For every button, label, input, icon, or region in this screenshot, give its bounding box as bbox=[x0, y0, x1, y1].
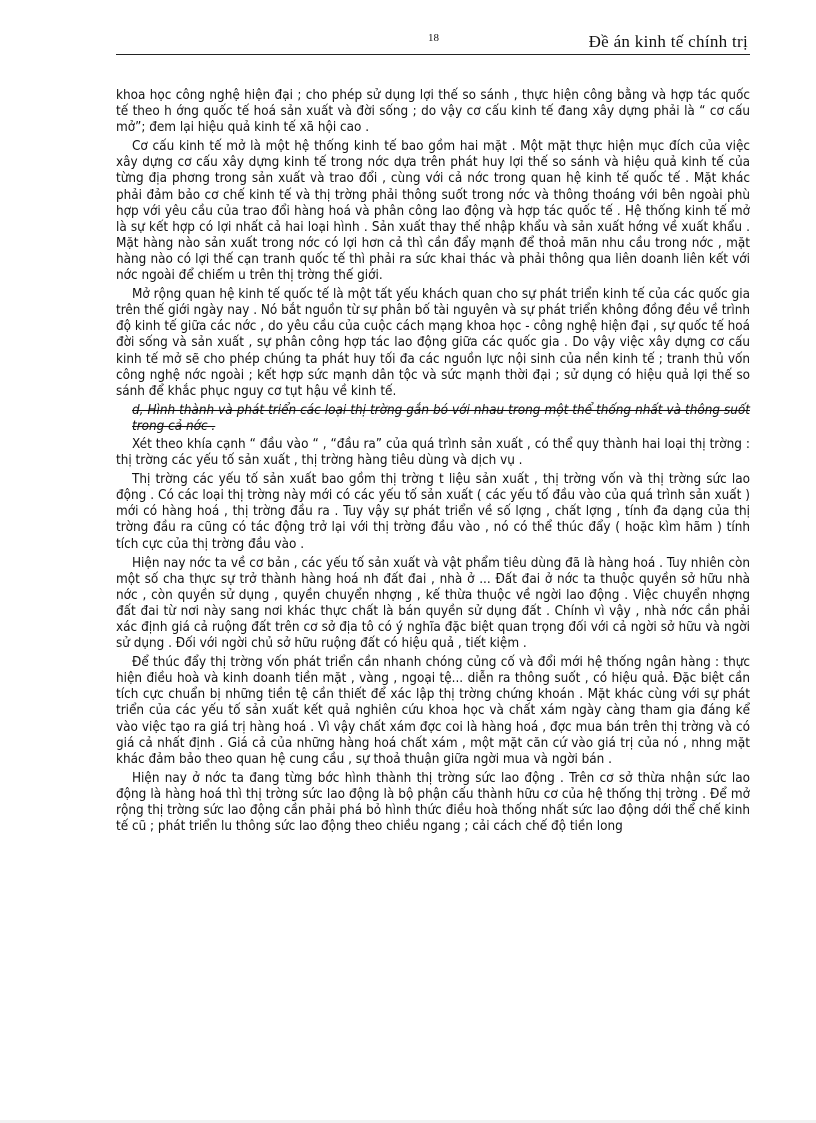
paragraph-5: Thị trờng các yếu tố sản xuất bao gồm thị trờng t liệu sản xuất , thị trờng vốn và thị trờng sức lao động . Có các loại thị trờng này mới có các yếu tố sản xuất ( các yếu tố đầu vào của quá trình sản xuất ) mới có hàng hoá , thị trờng đầu ra . Tuy vậy sự phát triển về số lợng , chất lợng , tính đa dạng của thị trờng đầu ra cũng có tác động trở lại với thị trờng đầu vào , nó có thể thúc đẩy ( hoặc kìm hãm ) tính tích cực của thị trờng đầu vào . bbox=[116, 472, 750, 552]
section-heading-d: d, Hình thành và phát triển các loại thị trờng gắn bó với nhau trong một thể thống nhất và thông suốt trong cả nớc . bbox=[132, 402, 750, 434]
paragraph-8: Hiện nay ở nớc ta đang từng bớc hình thành thị trờng sức lao động . Trên cơ sở thừa nhận sức lao động là hàng hoá thì thị trờng sức lao động là bộ phận cấu thành hữu cơ của hệ thống thị trờng . Để mở rộng thị trờng sức lao động cần phải phá bỏ hình thức điều hoà thống nhất sức lao động dới thể chế kinh tế cũ ; phát triển lu thông sức lao động theo chiều ngang ; cải cách chế độ tiền long bbox=[116, 770, 750, 835]
paragraph-3: Mở rộng quan hệ kinh tế quốc tế là một tất yếu khách quan cho sự phát triển kinh tế của các quốc gia trên thế giới ngày nay . Nó bắt nguồn từ sự phân bố tài nguyên và sự phát triển không đồng đều về trình độ kinh tế giữa các nớc , do yêu cầu của cuộc cách mạng khoa học - công nghệ hiện đại , sự quốc tế hoá đời sống và sản xuất , sự phân công hợp tác lao động giữa các quốc gia . Do vậy việc xây dựng cơ cấu kinh tế mở sẽ cho phép chúng ta phát huy tối đa các nguồn lực nội sinh của nền kinh tế ; tranh thủ vốn công nghệ nớc ngoài ; kết hợp sức mạnh dân tộc và sức mạnh thời đại ; sử dụng có hiệu quả lợi thế so sánh để khắc phục nguy cơ tụt hậu về kinh tế. bbox=[116, 287, 750, 399]
paragraph-7: Để thúc đẩy thị trờng vốn phát triển cần nhanh chóng củng cố và đổi mới hệ thống ngân hàng : thực hiện điều hoà và kinh doanh tiền mặt , vàng , ngoại tệ... diễn ra thông suốt , có hiệu quả. Đặc biệt cần tích cực chuẩn bị những tiền tệ cần thiết để xác lập thị trờng chứng khoán . Mặt khác cùng với sự phát triển của các yếu tố sản xuất kết quả nghiên cứu khoa học và chất xám ngày càng tham gia đáng kể vào việc tạo ra giá trị hàng hoá . Vì vậy chất xám đợc coi là hàng hoá , đợc mua bán trên thị trờng và có giá cả nhất định . Giá cả của những hàng hoá chất xám , một mặt căn cứ vào giá trị của nó , nhng mặt khác đảm bảo theo quan hệ cung cầu , sự thoả thuận giữa ngời mua và ngời bán . bbox=[116, 655, 750, 767]
paragraph-1: khoa học công nghệ hiện đại ; cho phép sử dụng lợi thế so sánh , thực hiện công bằng và hợp tác quốc tế theo h ớng quốc tế hoá sản xuất và đời sống ; do vậy cơ cấu kinh tế đang xây dựng phải là “ cơ cấu mở”; đem lại hiệu quả kinh tế xã hội cao . bbox=[116, 88, 750, 136]
document-body bbox=[116, 88, 750, 838]
running-title: Đề án kinh tế chính trị bbox=[588, 32, 748, 51]
page-header bbox=[116, 28, 750, 55]
paragraph-4: Xét theo khía cạnh “ đầu vào “ , “đầu ra” của quá trình sản xuất , có thể quy thành hai loại thị trờng : thị trờng các yếu tố sản xuất , thị trờng hàng tiêu dùng và dịch vụ . bbox=[116, 436, 750, 469]
paragraph-6: Hiện nay nớc ta về cơ bản , các yếu tố sản xuất và vật phẩm tiêu dùng đã là hàng hoá . Tuy nhiên còn một số cha thực sự trở thành hàng hoá nh đất đai , nhà ở ... Đất đai ở nớc ta thuộc quyền sở hữu nhà nớc , còn quyền sử dụng , quyền chuyển nhợng , kế thừa thuộc về ngời lao động . Việc chuyển nhợng đất đai từ nơi này sang nơi khác thực chất là bán quyền sử dụng đất . Chính vì vậy , nhà nớc cần phải xác định giá cả ruộng đất trên cơ sở địa tô có ý nghĩa đặc biệt quan trọng đối với cả ngời sở hữu và ngời sử dụng . Đối với ngời chủ sở hữu ruộng đất có hiệu quả , tiết kiệm . bbox=[116, 555, 750, 652]
paragraph-2: Cơ cấu kinh tế mở là một hệ thống kinh tế bao gồm hai mặt . Một mặt thực hiện mục đích của việc xây dựng cơ cấu xây dựng kinh tế trong nớc dựa trên phát huy lợi thế so sánh và hiệu quả kinh tế của từng địa phơng trong sản xuất và trao đổi , cùng với cả nớc trong quan hệ kinh tế quốc tế . Mặt khác phải đảm bảo cơ chế kinh tế và thị trờng phải thông suốt trong nớc và thông thoáng với bên ngoài phù hợp với yêu cầu của trao đổi hàng hoá và phân công lao động và hợp tác quốc tế . Hệ thống kinh tế mở là sự kết hợp có lợi nhất cả hai loại hình . Sản xuất thay thế nhập khẩu và sản xuất hớng về xuất khẩu . Mặt hàng nào sản xuất trong nớc có lợi hơn cả thì cần đẩy mạnh để thoả mãn nhu cầu trong nớc , mặt hàng nào có lợi thế cạn tranh quốc tế thì phải ra sức khai thác và phải thông qua liên doanh liên kết với nớc ngoài để chiếm u trên thị trờng thế giới. bbox=[116, 139, 750, 284]
page-number: 18 bbox=[428, 32, 439, 44]
